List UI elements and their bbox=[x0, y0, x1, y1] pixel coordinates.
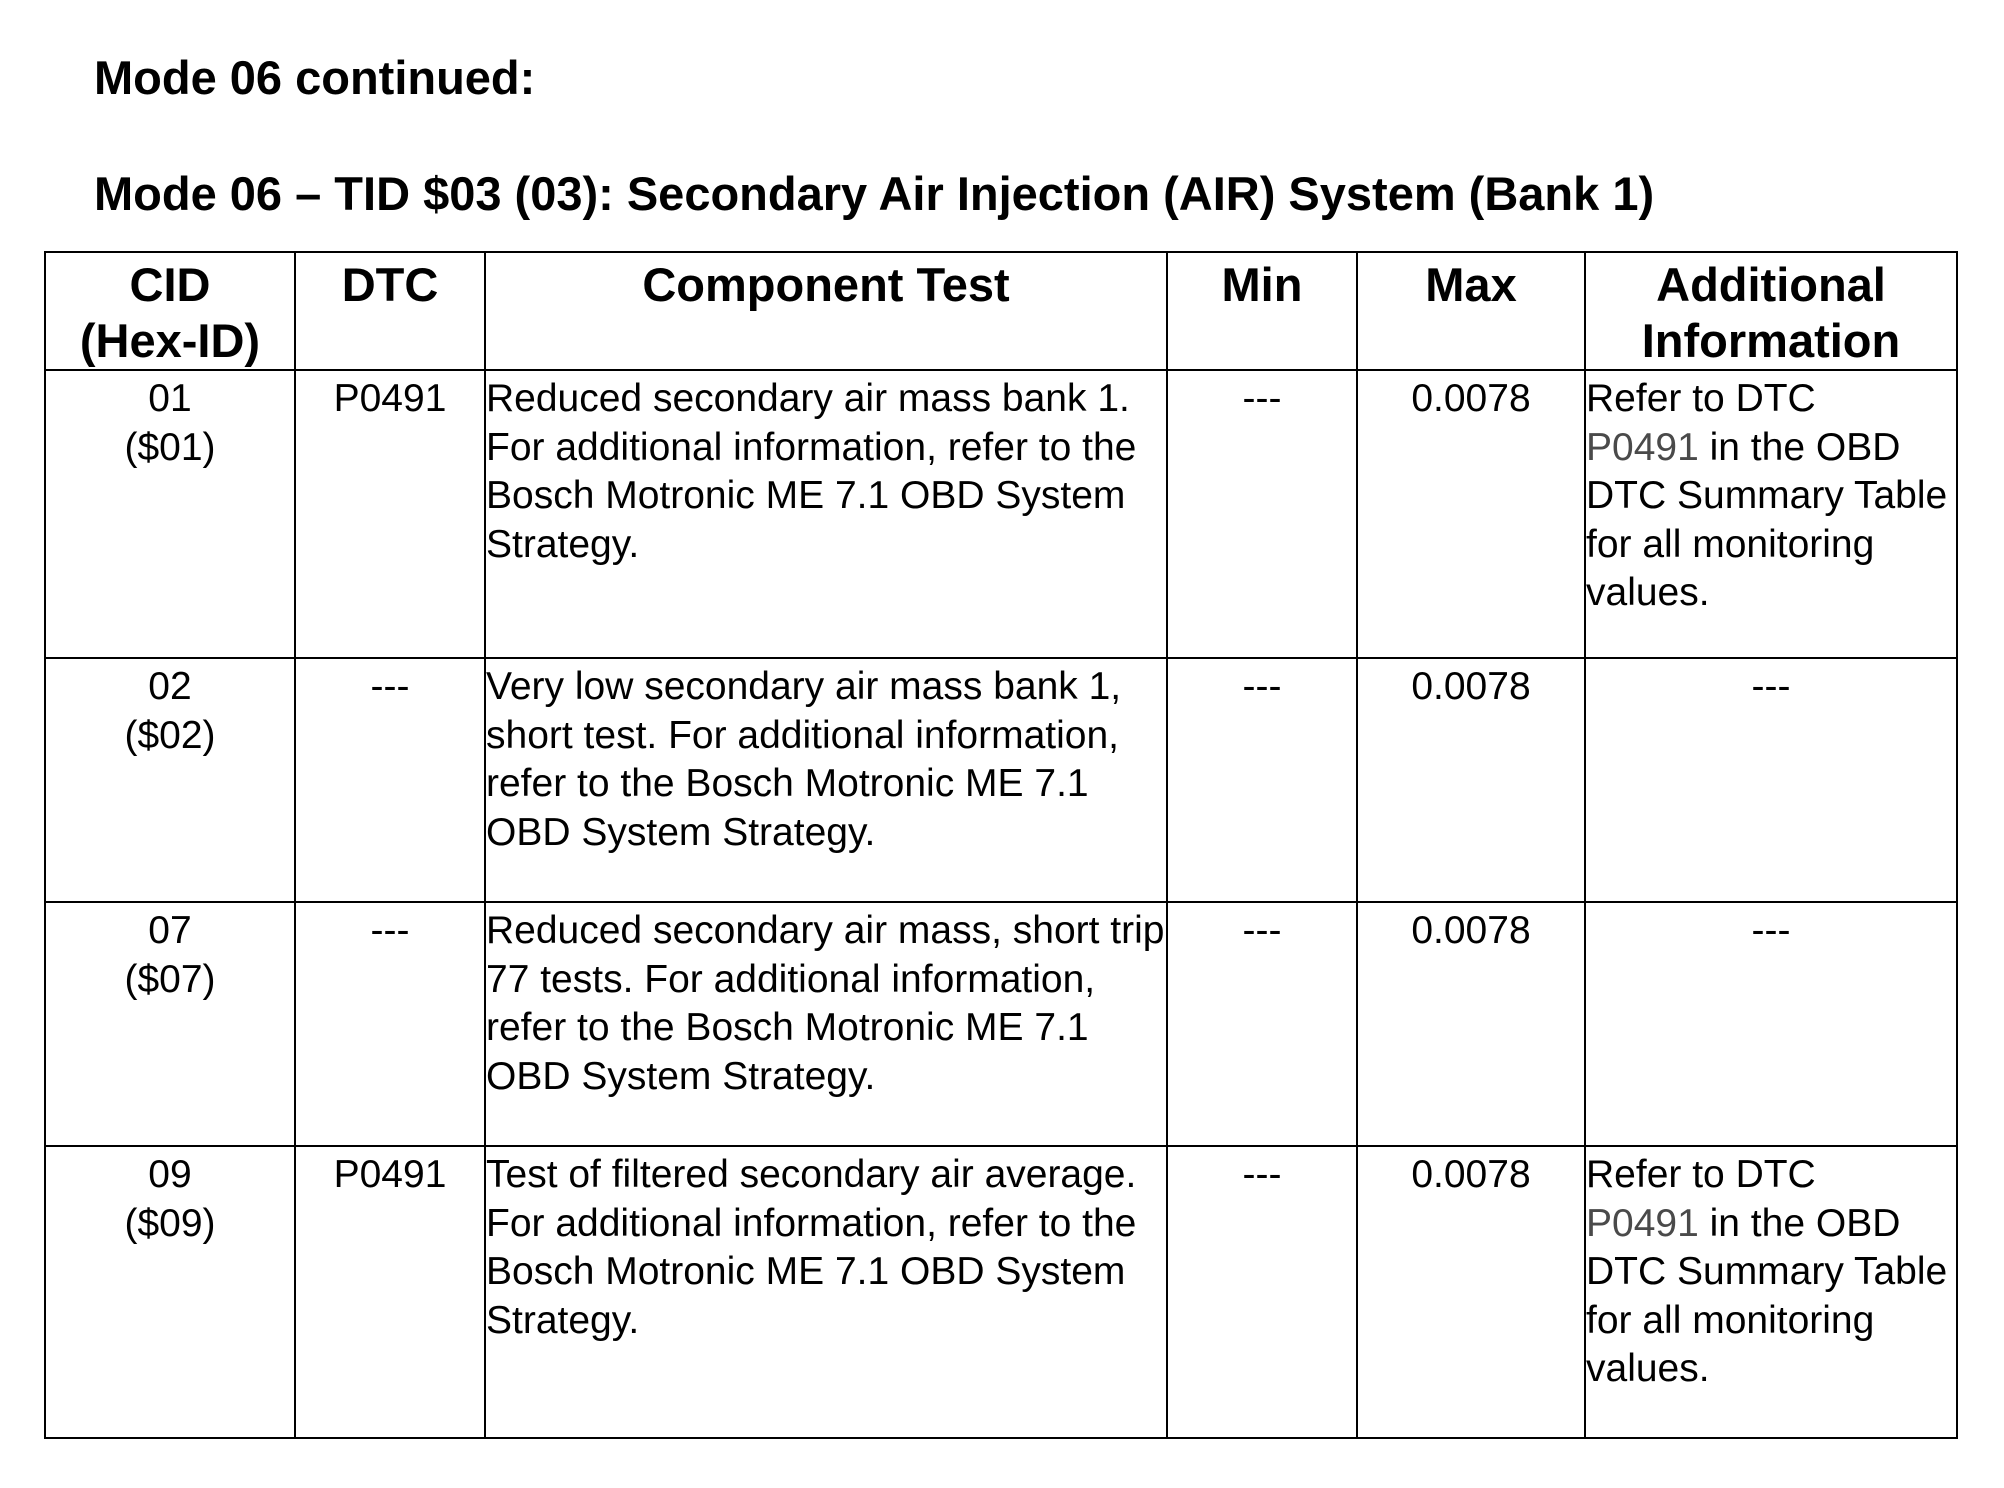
table-row bbox=[45, 658, 1957, 902]
component-test-cell: Test of filtered secondary air average. For additional information, refer to the Bosch Motronic ME 7.1 OBD System Strategy. bbox=[485, 1146, 1167, 1438]
info-text: in the OBD DTC Summary Table for all monitoring values. bbox=[1586, 425, 1948, 614]
header-cid-line1: CID bbox=[129, 258, 211, 311]
header-cid-line2: (Hex-ID) bbox=[79, 314, 261, 367]
header-row bbox=[45, 252, 1957, 370]
dtc-reference-link[interactable]: P0491 bbox=[1586, 425, 1699, 469]
page-heading: Mode 06 continued: bbox=[94, 51, 536, 104]
dtc-cell: P0491 bbox=[295, 370, 485, 658]
component-test-cell: Very low secondary air mass bank 1, short test. For additional information, refer to the Bosch Motronic ME 7.1 OBD System Strategy. bbox=[485, 658, 1167, 902]
info-text: in the OBD DTC Summary Table for all monitoring values. bbox=[1586, 1201, 1948, 1390]
additional-info-cell: --- bbox=[1585, 902, 1957, 1146]
component-test-cell: Reduced secondary air mass bank 1. For additional information, refer to the Bosch Motronic ME 7.1 OBD System Strategy. bbox=[485, 370, 1167, 658]
min-cell: --- bbox=[1167, 902, 1357, 1146]
header-additional-info bbox=[1585, 252, 1957, 370]
cid-value: 09 bbox=[148, 1153, 192, 1196]
header-min: Min bbox=[1167, 252, 1357, 370]
hex-id-value: ($01) bbox=[124, 425, 216, 469]
table-row bbox=[45, 1146, 1957, 1438]
cid-value: 01 bbox=[148, 377, 192, 420]
additional-info-cell bbox=[1585, 1146, 1957, 1438]
mode06-table bbox=[44, 251, 1958, 1439]
dtc-cell: P0491 bbox=[295, 1146, 485, 1438]
component-test-cell: Reduced secondary air mass, short trip 77 tests. For additional information, refer to the Bosch Motronic ME 7.1 OBD System Strategy. bbox=[485, 902, 1167, 1146]
additional-info-cell bbox=[1585, 370, 1957, 658]
header-cid bbox=[45, 252, 295, 370]
info-text: Refer to DTC bbox=[1586, 1153, 1816, 1196]
max-cell: 0.0078 bbox=[1357, 658, 1585, 902]
max-cell: 0.0078 bbox=[1357, 370, 1585, 658]
info-text: Refer to DTC bbox=[1586, 377, 1816, 420]
cid-cell bbox=[45, 658, 295, 902]
cid-cell bbox=[45, 1146, 295, 1438]
header-info-line2: Information bbox=[1641, 314, 1901, 367]
hex-id-value: ($07) bbox=[124, 957, 216, 1001]
max-cell: 0.0078 bbox=[1357, 1146, 1585, 1438]
dtc-reference-link[interactable]: P0491 bbox=[1586, 1201, 1699, 1245]
table-title: Mode 06 – TID $03 (03): Secondary Air Injection (AIR) System (Bank 1) bbox=[94, 167, 1655, 220]
min-cell: --- bbox=[1167, 370, 1357, 658]
dtc-cell: --- bbox=[295, 658, 485, 902]
table-row bbox=[45, 902, 1957, 1146]
header-component-test: Component Test bbox=[485, 252, 1167, 370]
header-dtc: DTC bbox=[295, 252, 485, 370]
min-cell: --- bbox=[1167, 658, 1357, 902]
cid-cell bbox=[45, 370, 295, 658]
cid-value: 02 bbox=[148, 665, 192, 708]
table-row bbox=[45, 370, 1957, 658]
min-cell: --- bbox=[1167, 1146, 1357, 1438]
header-max: Max bbox=[1357, 252, 1585, 370]
cid-value: 07 bbox=[148, 909, 192, 952]
cid-cell bbox=[45, 902, 295, 1146]
additional-info-cell: --- bbox=[1585, 658, 1957, 902]
header-info-line1: Additional bbox=[1656, 258, 1886, 311]
hex-id-value: ($09) bbox=[124, 1201, 216, 1245]
max-cell: 0.0078 bbox=[1357, 902, 1585, 1146]
hex-id-value: ($02) bbox=[124, 713, 216, 757]
dtc-cell: --- bbox=[295, 902, 485, 1146]
